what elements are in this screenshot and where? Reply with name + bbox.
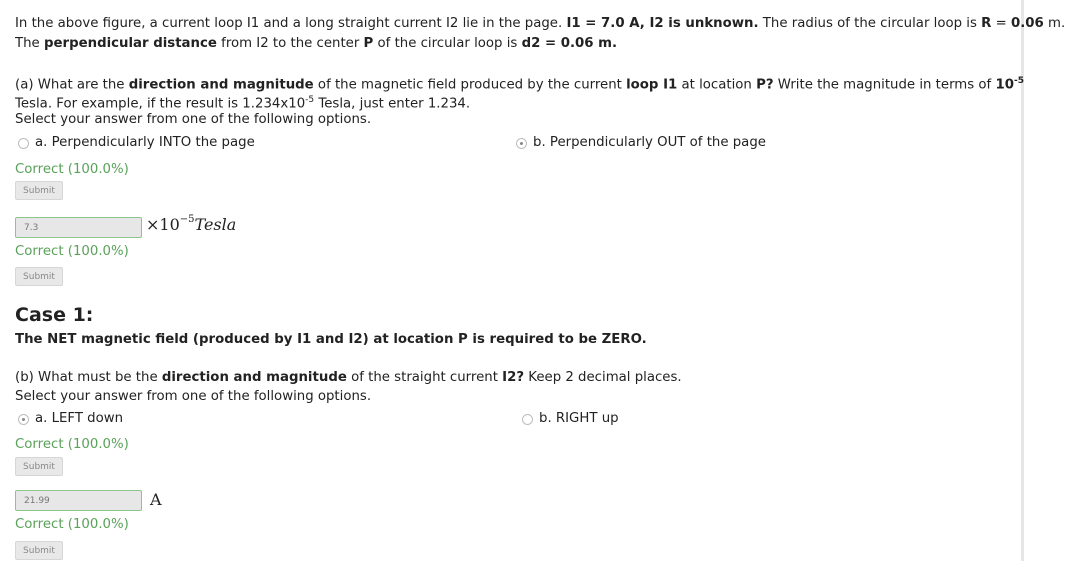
part-b-option-b[interactable] [522, 410, 619, 428]
question-text: of the magnetic field produced by the current [313, 77, 627, 93]
question-text: (a) What are the [15, 77, 129, 93]
question-text: Tesla, just enter 1.234. [314, 96, 471, 112]
question-text: at location [677, 77, 757, 93]
intro-bold-r: R [981, 16, 992, 31]
intro-text: The radius of the circular loop is [758, 16, 982, 31]
intro-line-2 [15, 34, 617, 53]
part-b-submit-button-2[interactable]: Submit [15, 541, 63, 560]
intro-text: m. [1043, 16, 1065, 31]
intro-text: = [991, 16, 1011, 31]
part-a-answer-input[interactable]: 7.3 [15, 217, 142, 238]
question-text: Write the magnitude in terms of [773, 77, 996, 93]
question-exponent: -5 [305, 95, 315, 105]
part-a-option-b[interactable] [516, 134, 766, 152]
case-title: Case 1: [15, 304, 94, 326]
question-exponent: -5 [1013, 76, 1024, 86]
intro-text: The [15, 36, 44, 51]
part-b-unit: A [150, 490, 162, 509]
question-bold: I2? [502, 370, 525, 385]
intro-text: from I2 to the center [216, 36, 364, 51]
question-text: of the straight current [346, 370, 503, 385]
part-a-unit [146, 215, 236, 234]
unit-exponent: −5 [179, 213, 195, 225]
part-b-correct-status-1: Correct (100.0%) [15, 437, 129, 452]
unit-times: ×10 [146, 215, 180, 234]
radio-selected-icon[interactable] [18, 414, 29, 425]
part-b-correct-status-2: Correct (100.0%) [15, 517, 129, 532]
intro-bold-radius: 0.06 [1010, 16, 1044, 31]
option-label: b. Perpendicularly OUT of the page [533, 135, 766, 150]
part-a-submit-button-1[interactable]: Submit [15, 181, 63, 200]
part-a-option-a[interactable] [18, 134, 255, 152]
intro-bold-p: P [363, 36, 374, 51]
question-bold: direction and magnitude [161, 370, 347, 385]
question-bold: 10 [995, 77, 1014, 93]
part-a-submit-button-2[interactable]: Submit [15, 267, 63, 286]
part-a-select-prompt: Select your answer from one of the following options. [15, 112, 372, 127]
question-bold: direction and magnitude [128, 77, 314, 93]
radio-selected-icon[interactable] [516, 138, 527, 149]
part-b-submit-button-1[interactable]: Submit [15, 457, 63, 476]
option-label: a. LEFT down [35, 411, 124, 426]
question-text: Tesla. For example, if the result is 1.234x10 [15, 96, 306, 112]
question-bold: loop I1 [626, 77, 678, 93]
part-a-correct-status-2: Correct (100.0%) [15, 244, 129, 259]
intro-bold-d2: d2 = 0.06 m. [521, 36, 618, 51]
question-text: Keep 2 decimal places. [524, 370, 682, 385]
option-label: a. Perpendicularly INTO the page [35, 135, 255, 150]
part-b-question-line-1 [15, 368, 682, 387]
case-statement: The NET magnetic field (produced by I1 and I2) at location P is required to be ZERO. [15, 332, 647, 347]
intro-bold-distance: perpendicular distance [43, 36, 217, 51]
part-b-answer-input[interactable]: 21.99 [15, 490, 142, 511]
intro-line-1 [15, 14, 1065, 33]
part-a-correct-status-1: Correct (100.0%) [15, 162, 129, 177]
part-b-option-a[interactable] [18, 410, 123, 428]
unit-word: Tesla [194, 215, 237, 234]
question-text: (b) What must be the [15, 370, 162, 385]
radio-icon[interactable] [522, 414, 533, 425]
intro-bold-currents: I1 = 7.0 A, I2 is unknown. [566, 16, 759, 31]
intro-text: In the above figure, a current loop I1 and a long straight current I2 lie in the page. [15, 16, 567, 31]
option-label: b. RIGHT up [539, 411, 619, 426]
part-b-select-prompt: Select your answer from one of the following options. [15, 389, 372, 404]
intro-text: of the circular loop is [373, 36, 522, 51]
question-bold: P? [756, 77, 774, 93]
radio-icon[interactable] [18, 138, 29, 149]
